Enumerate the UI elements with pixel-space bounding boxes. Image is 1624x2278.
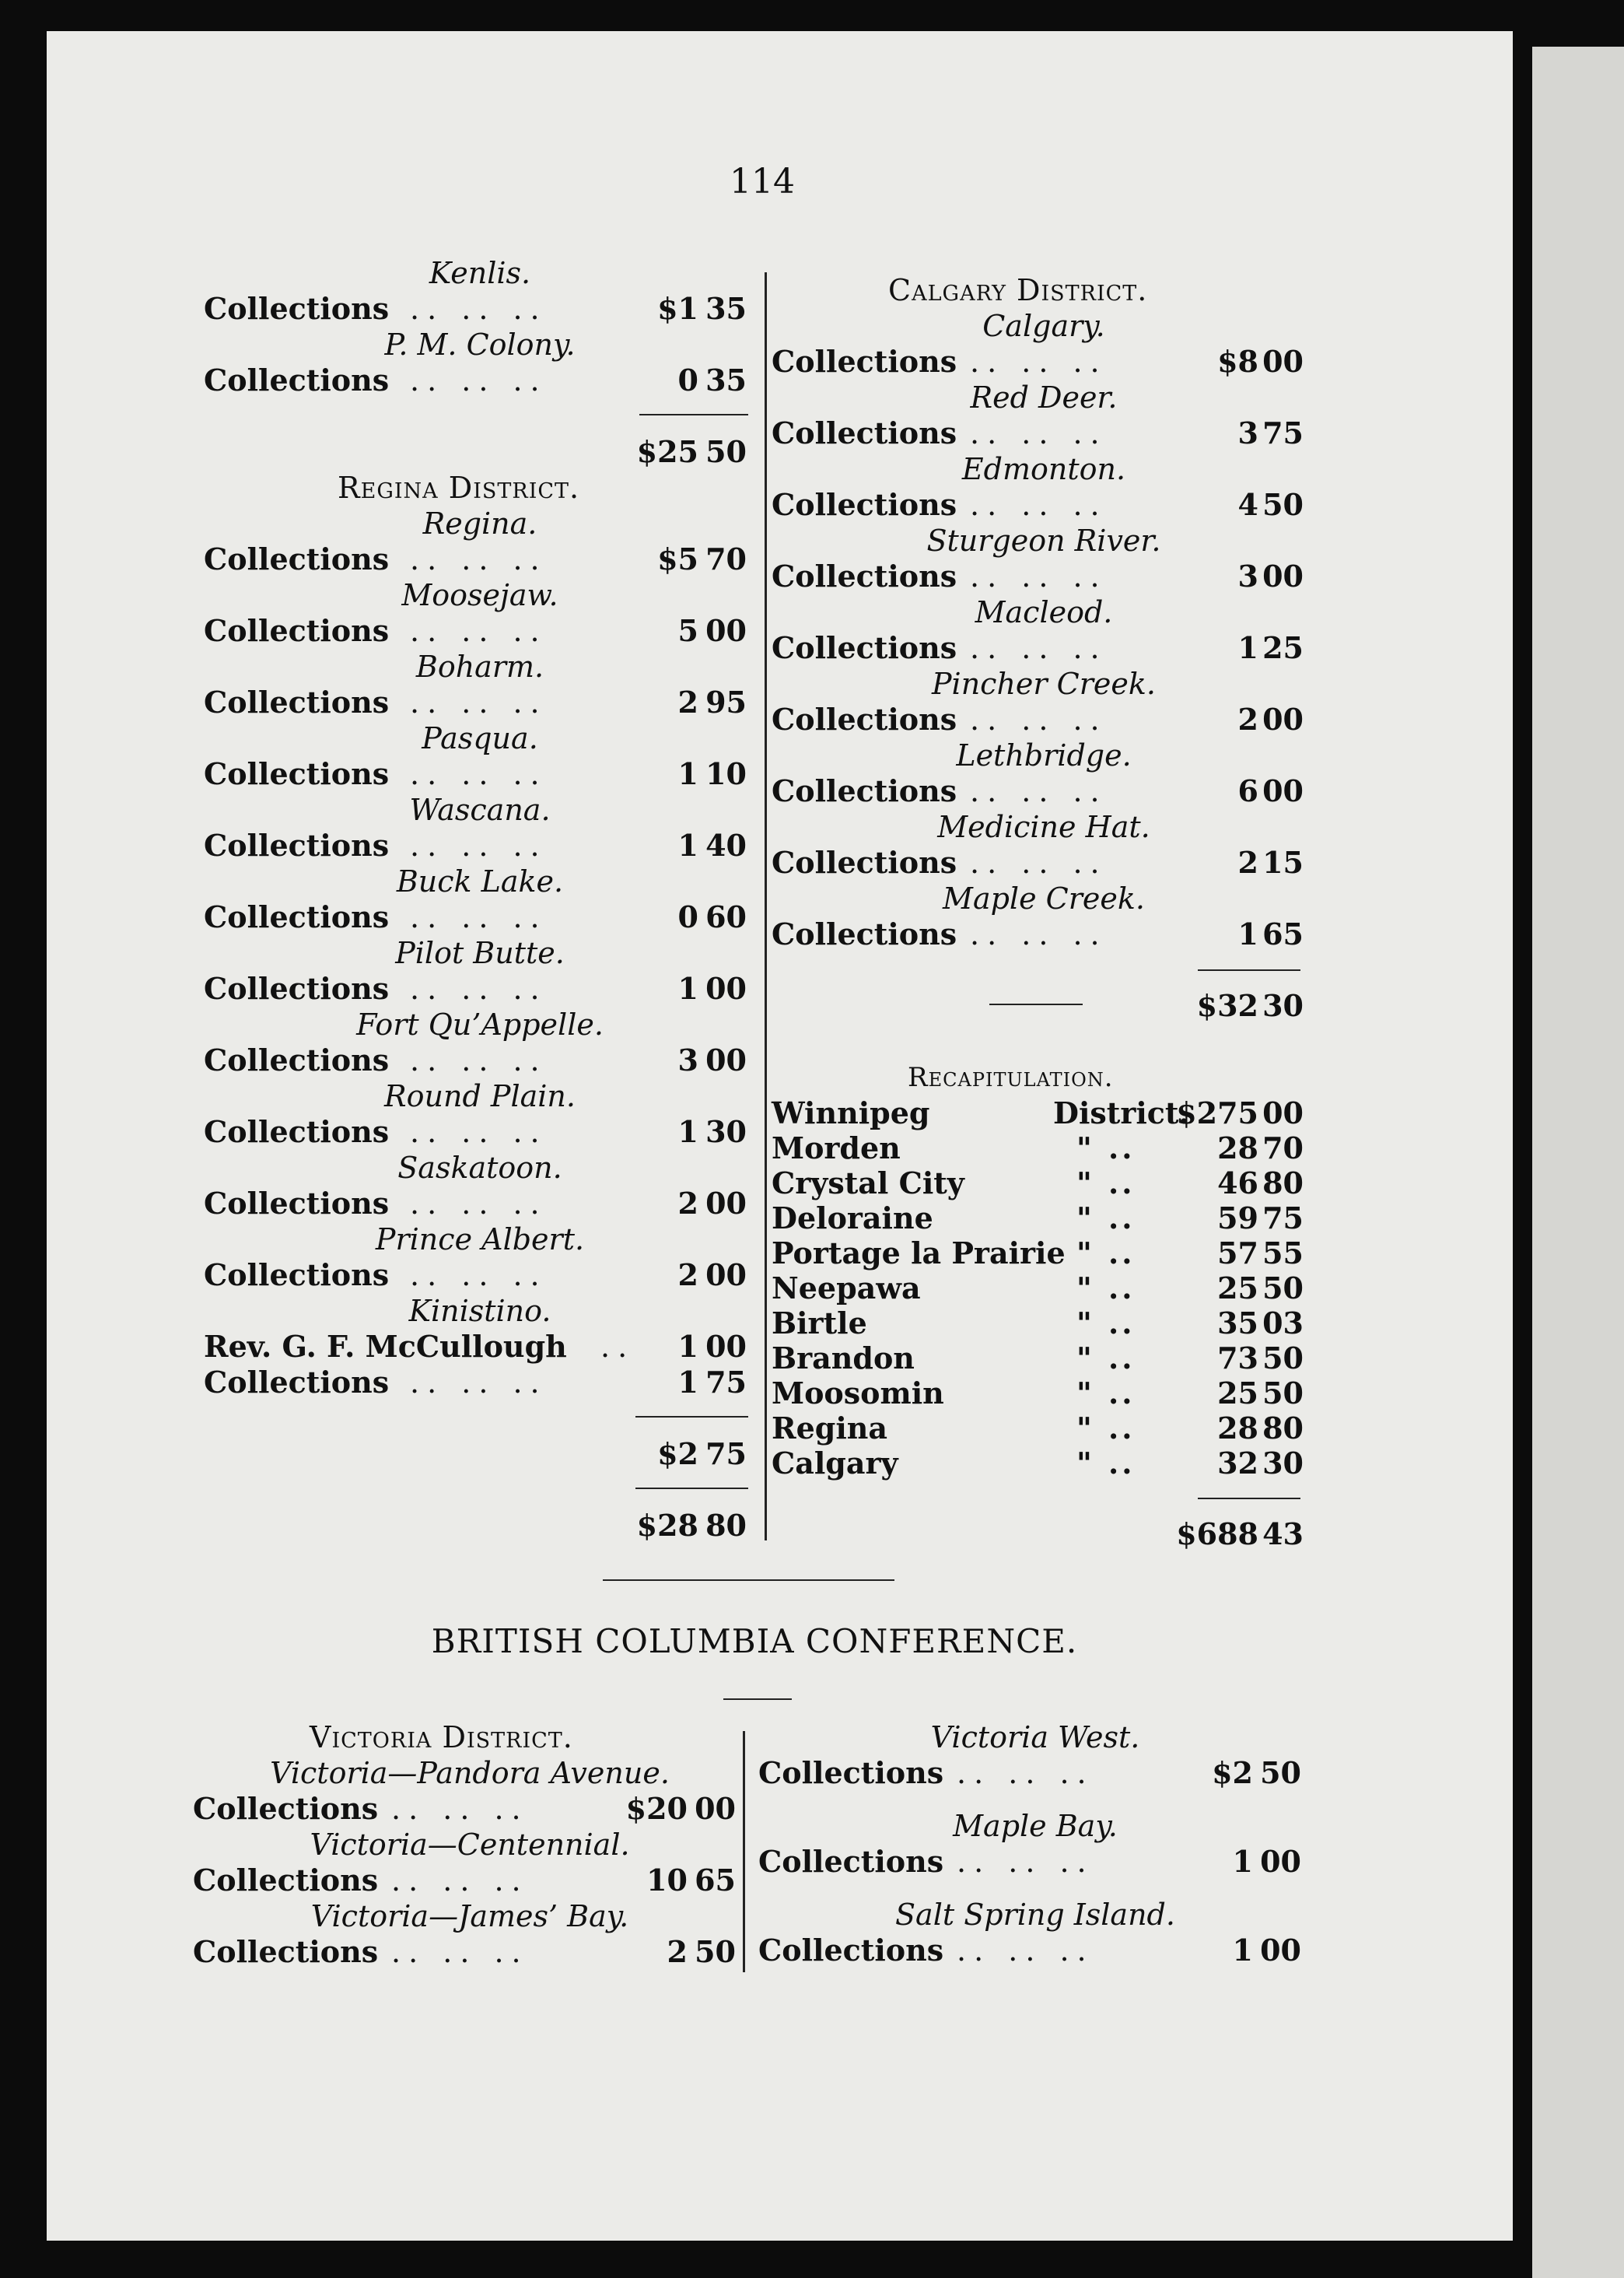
entry-label: Collections bbox=[204, 1257, 390, 1292]
recap-cents: 70 bbox=[1262, 1130, 1304, 1165]
entry-macleod bbox=[772, 630, 1316, 666]
recap-ditto: " .. bbox=[1076, 1270, 1136, 1305]
amount-cents: 00 bbox=[705, 1329, 747, 1364]
entry-pilot-butte bbox=[204, 971, 756, 1007]
recap-name: Morden bbox=[772, 1130, 901, 1165]
column-divider bbox=[765, 272, 767, 1540]
total-dollars: $25 bbox=[636, 434, 698, 469]
calgary-rule-row bbox=[772, 952, 1316, 988]
entry-kinistino-collections bbox=[204, 1365, 756, 1400]
entry-victoria-west bbox=[758, 1755, 1312, 1791]
amount-cents: 00 bbox=[1262, 559, 1304, 594]
recap-cents: 55 bbox=[1262, 1235, 1304, 1270]
entry-boharm bbox=[204, 685, 756, 720]
amount-dollars: 1 bbox=[677, 1329, 698, 1364]
amount-dollars: 3 bbox=[1237, 415, 1258, 450]
place-heading-moosejaw: Moosejaw. bbox=[401, 578, 558, 612]
amount-dollars: 6 bbox=[1237, 773, 1258, 808]
regina-entries bbox=[204, 506, 756, 1293]
place-heading-victoria-pandora-avenue: Victoria—Pandora Avenue. bbox=[270, 1756, 670, 1790]
recap-name: Winnipeg bbox=[772, 1095, 930, 1130]
recap-row-morden bbox=[772, 1130, 1316, 1165]
leader-dots: .. .. .. bbox=[391, 1792, 529, 1826]
recap-cents: 75 bbox=[1262, 1200, 1304, 1235]
left-column bbox=[204, 255, 756, 1544]
entry-label: Collections bbox=[193, 1791, 379, 1826]
recap-row-calgary bbox=[772, 1446, 1316, 1481]
amount-dollars: $2 bbox=[1212, 1755, 1253, 1790]
amount-dollars: 0 bbox=[677, 363, 698, 398]
amount-dollars: 4 bbox=[1237, 487, 1258, 522]
recap-dollars: 46 bbox=[1217, 1165, 1258, 1200]
recap-ditto: " .. bbox=[1076, 1376, 1136, 1411]
sum-rule bbox=[1198, 1498, 1300, 1499]
entry-label: Collections bbox=[204, 363, 390, 398]
place-heading-sturgeon-river: Sturgeon River. bbox=[926, 524, 1161, 558]
recap-name: Crystal City bbox=[772, 1165, 964, 1200]
amount-cents: 00 bbox=[1260, 1933, 1301, 1968]
recap-cents: 03 bbox=[1262, 1305, 1304, 1341]
total-dollars: $32 bbox=[1196, 988, 1258, 1023]
leader-dots: .. .. .. bbox=[391, 1935, 529, 1969]
subtotal-rule-row bbox=[204, 1400, 756, 1436]
amount-dollars: 1 bbox=[677, 971, 698, 1006]
amount-dollars: 1 bbox=[1237, 916, 1258, 952]
amount-cents: 00 bbox=[1262, 344, 1304, 379]
total-cents: 43 bbox=[1262, 1516, 1304, 1551]
entry-calgary bbox=[772, 344, 1316, 380]
amount-cents: 40 bbox=[705, 828, 747, 863]
section-rule bbox=[989, 1004, 1083, 1005]
entry-victoria-centennial bbox=[193, 1863, 747, 1898]
recap-name: Portage la Prairie bbox=[772, 1235, 1066, 1270]
entry-pasqua bbox=[204, 756, 756, 792]
amount-cents: 00 bbox=[1262, 702, 1304, 737]
right-column bbox=[772, 272, 1316, 1552]
entry-label: Collections bbox=[772, 702, 957, 737]
leader-dots: .. .. .. bbox=[970, 416, 1108, 450]
amount-dollars: 2 bbox=[667, 1934, 688, 1969]
place-heading-victoria-james-bay: Victoria—James’ Bay. bbox=[310, 1899, 629, 1933]
entry-label: Collections bbox=[772, 845, 957, 880]
entry-victoria-james-bay bbox=[193, 1934, 747, 1970]
regina-district-total bbox=[204, 1508, 756, 1544]
amount-cents: 00 bbox=[705, 971, 747, 1006]
place-heading-maple-creek: Maple Creek. bbox=[943, 881, 1145, 916]
leader-dots: .. .. .. bbox=[410, 614, 548, 648]
leader-dots: .. bbox=[600, 1330, 635, 1364]
district-heading-calgary: Calgary District. bbox=[888, 273, 1148, 307]
leader-dots: .. .. .. bbox=[957, 1933, 1094, 1968]
recap-cents: 50 bbox=[1262, 1376, 1304, 1411]
amount-dollars: 2 bbox=[1237, 702, 1258, 737]
leader-dots: .. .. .. bbox=[410, 1115, 548, 1149]
amount-cents: 70 bbox=[705, 541, 747, 577]
amount-dollars: 2 bbox=[677, 685, 698, 720]
amount-dollars: 3 bbox=[1237, 559, 1258, 594]
recap-row-deloraine bbox=[772, 1200, 1316, 1235]
amount-dollars: $20 bbox=[625, 1791, 688, 1826]
leader-dots: .. .. .. bbox=[410, 685, 548, 720]
place-heading-kenlis: Kenlis. bbox=[429, 256, 531, 290]
kinistino-subtotal bbox=[204, 1436, 756, 1472]
amount-cents: 60 bbox=[705, 899, 747, 934]
place-heading-buck-lake: Buck Lake. bbox=[396, 864, 564, 899]
amount-cents: 15 bbox=[1262, 845, 1304, 880]
recap-total bbox=[772, 1516, 1316, 1552]
amount-cents: 50 bbox=[1262, 487, 1304, 522]
leader-dots: .. .. .. bbox=[410, 542, 548, 577]
recap-ditto: " .. bbox=[1076, 1411, 1136, 1446]
recap-dollars: 57 bbox=[1217, 1235, 1258, 1270]
leader-dots: .. .. .. bbox=[970, 631, 1108, 665]
recap-ditto: " .. bbox=[1076, 1341, 1136, 1376]
leader-dots: .. .. .. bbox=[957, 1845, 1094, 1879]
subtotal-cents: 75 bbox=[705, 1436, 747, 1471]
recap-name: Regina bbox=[772, 1411, 888, 1446]
amount-cents: 50 bbox=[695, 1934, 736, 1969]
recap-name: Birtle bbox=[772, 1305, 867, 1341]
bc-left-column bbox=[193, 1719, 747, 1970]
entry-lethbridge bbox=[772, 773, 1316, 809]
entry-label: Collections bbox=[204, 1043, 390, 1078]
entry-label: Collections bbox=[758, 1755, 944, 1790]
place-heading-pasqua: Pasqua. bbox=[422, 721, 538, 755]
sum-rule bbox=[635, 1416, 748, 1418]
bc-right-column bbox=[758, 1719, 1312, 1968]
place-heading-macleod: Macleod. bbox=[975, 595, 1113, 629]
entry-label: Collections bbox=[204, 756, 390, 791]
entry-maple-creek bbox=[772, 916, 1316, 952]
entry-victoria-pandora-avenue bbox=[193, 1791, 747, 1827]
total-cents: 80 bbox=[705, 1508, 747, 1543]
entry-regina bbox=[204, 541, 756, 577]
place-heading-saskatoon: Saskatoon. bbox=[397, 1151, 562, 1185]
entry-label: Collections bbox=[193, 1934, 379, 1969]
place-heading-salt-spring-island: Salt Spring Island. bbox=[895, 1898, 1175, 1932]
entry-salt-spring-island bbox=[758, 1933, 1312, 1968]
recap-dollars: $275 bbox=[1176, 1095, 1258, 1130]
leader-dots: .. .. .. bbox=[410, 1365, 548, 1400]
recap-row-brandon bbox=[772, 1341, 1316, 1376]
place-heading-pm-colony: P. M. Colony. bbox=[384, 328, 576, 362]
amount-dollars: 2 bbox=[1237, 845, 1258, 880]
page-number: 114 bbox=[730, 162, 795, 202]
recap-dollars: 59 bbox=[1217, 1200, 1258, 1235]
entry-label: Collections bbox=[772, 630, 957, 665]
leader-dots: .. .. .. bbox=[410, 900, 548, 934]
entry-prince-albert bbox=[204, 1257, 756, 1293]
entry-label: Collections bbox=[204, 1186, 390, 1221]
place-heading-edmonton: Edmonton. bbox=[961, 452, 1126, 486]
place-heading-regina: Regina. bbox=[422, 506, 537, 541]
entry-wascana bbox=[204, 828, 756, 864]
entry-label: Collections bbox=[772, 559, 957, 594]
recap-cents: 00 bbox=[1262, 1095, 1304, 1130]
amount-dollars: 10 bbox=[646, 1863, 688, 1898]
recap-cents: 80 bbox=[1262, 1411, 1304, 1446]
total-rule-row bbox=[204, 1472, 756, 1508]
entry-red-deer bbox=[772, 415, 1316, 451]
amount-cents: 25 bbox=[1262, 630, 1304, 665]
entry-moosejaw bbox=[204, 613, 756, 649]
amount-dollars: 0 bbox=[677, 899, 698, 934]
recap-ditto: " .. bbox=[1076, 1305, 1136, 1341]
entry-label: Collections bbox=[758, 1933, 944, 1968]
leader-dots: .. .. .. bbox=[391, 1863, 529, 1898]
recap-ditto: " .. bbox=[1076, 1165, 1136, 1200]
entry-label: Rev. G. F. McCullough bbox=[204, 1329, 567, 1364]
amount-dollars: 1 bbox=[677, 1114, 698, 1149]
entry-saskatoon bbox=[204, 1186, 756, 1221]
recap-name: Deloraine bbox=[772, 1200, 933, 1235]
calgary-entries bbox=[772, 308, 1316, 952]
place-heading-wascana: Wascana. bbox=[409, 793, 551, 827]
amount-dollars: 1 bbox=[1237, 630, 1258, 665]
section-divider bbox=[603, 1579, 894, 1581]
entry-edmonton bbox=[772, 487, 1316, 523]
entry-maple-bay bbox=[758, 1844, 1312, 1880]
leader-dots: .. .. .. bbox=[410, 829, 548, 863]
total-cents: 50 bbox=[705, 434, 747, 469]
bc-right-entries bbox=[758, 1719, 1312, 1968]
entry-kinistino-rev bbox=[204, 1329, 756, 1365]
amount-dollars: 1 bbox=[677, 828, 698, 863]
place-heading-boharm: Boharm. bbox=[415, 650, 544, 684]
recap-ditto: District. bbox=[1053, 1095, 1189, 1130]
amount-cents: 65 bbox=[1262, 916, 1304, 952]
leader-dots: .. .. .. bbox=[410, 363, 548, 398]
amount-cents: 75 bbox=[705, 1365, 747, 1400]
entry-label: Collections bbox=[772, 415, 957, 450]
amount-dollars: 1 bbox=[677, 1365, 698, 1400]
place-heading-red-deer: Red Deer. bbox=[970, 380, 1118, 415]
subtotal-row bbox=[204, 398, 756, 434]
total-dollars: $28 bbox=[636, 1508, 698, 1543]
recap-row-crystal-city bbox=[772, 1165, 1316, 1200]
recap-name: Moosomin bbox=[772, 1376, 944, 1411]
amount-dollars: 1 bbox=[1232, 1933, 1253, 1968]
leader-dots: .. .. .. bbox=[970, 488, 1108, 522]
entry-buck-lake bbox=[204, 899, 756, 935]
amount-cents: 35 bbox=[705, 363, 747, 398]
district-heading-victoria: Victoria District. bbox=[310, 1720, 573, 1754]
place-heading-pilot-butte: Pilot Butte. bbox=[395, 936, 565, 970]
recap-cents: 80 bbox=[1262, 1165, 1304, 1200]
amount-cents: 00 bbox=[705, 1043, 747, 1078]
entry-label: Collections bbox=[772, 916, 957, 952]
place-heading-kinistino: Kinistino. bbox=[408, 1294, 551, 1328]
recap-row-winnipeg bbox=[772, 1095, 1316, 1130]
district-heading-regina: Regina District. bbox=[338, 471, 580, 505]
recap-ditto: " .. bbox=[1076, 1200, 1136, 1235]
recap-dollars: 28 bbox=[1217, 1411, 1258, 1446]
entry-medicine-hat bbox=[772, 845, 1316, 881]
amount-cents: 50 bbox=[1260, 1755, 1301, 1790]
entry-label: Collections bbox=[193, 1863, 379, 1898]
leader-dots: .. .. .. bbox=[410, 1186, 548, 1221]
leader-dots: .. .. .. bbox=[970, 846, 1108, 880]
subtotal-dollars: $2 bbox=[657, 1436, 698, 1471]
amount-dollars: 2 bbox=[677, 1257, 698, 1292]
victoria-entries bbox=[193, 1755, 747, 1970]
recap-row-regina bbox=[772, 1411, 1316, 1446]
recap-name: Brandon bbox=[772, 1341, 915, 1376]
place-heading-calgary: Calgary. bbox=[982, 309, 1105, 343]
conference-heading: BRITISH COLUMBIA CONFERENCE. bbox=[431, 1622, 1078, 1660]
place-heading-round-plain: Round Plain. bbox=[384, 1079, 576, 1113]
entry-kenlis bbox=[204, 291, 756, 327]
amount-cents: 00 bbox=[705, 613, 747, 648]
amount-dollars: 3 bbox=[677, 1043, 698, 1078]
recap-dollars: 73 bbox=[1217, 1341, 1258, 1376]
recapitulation-list bbox=[772, 1095, 1316, 1481]
bc-column-divider bbox=[743, 1731, 745, 1972]
amount-dollars: 5 bbox=[677, 613, 698, 648]
entry-label: Collections bbox=[204, 541, 390, 577]
calgary-total bbox=[772, 988, 1316, 1024]
sum-rule bbox=[1198, 969, 1300, 971]
total-cents: 30 bbox=[1262, 988, 1304, 1023]
amount-cents: 35 bbox=[705, 291, 747, 326]
entry-fort-qu-appelle bbox=[204, 1043, 756, 1078]
leader-dots: .. .. .. bbox=[970, 917, 1108, 952]
recap-ditto: " .. bbox=[1076, 1446, 1136, 1481]
amount-dollars: 1 bbox=[677, 756, 698, 791]
recap-ditto: " .. bbox=[1076, 1130, 1136, 1165]
amount-cents: 00 bbox=[705, 1257, 747, 1292]
amount-cents: 00 bbox=[705, 1186, 747, 1221]
recap-dollars: 25 bbox=[1217, 1376, 1258, 1411]
place-heading-lethbridge: Lethbridge. bbox=[956, 738, 1132, 773]
recap-dollars: 28 bbox=[1217, 1130, 1258, 1165]
entry-label: Collections bbox=[772, 487, 957, 522]
leader-dots: .. .. .. bbox=[410, 972, 548, 1006]
leader-dots: .. .. .. bbox=[410, 1258, 548, 1292]
place-heading-fort-qu-appelle: Fort Qu’Appelle. bbox=[356, 1008, 604, 1042]
entry-label: Collections bbox=[204, 291, 390, 326]
amount-dollars: $8 bbox=[1217, 344, 1258, 379]
place-heading-victoria-west: Victoria West. bbox=[930, 1720, 1140, 1754]
recap-name: Neepawa bbox=[772, 1270, 921, 1305]
entry-pm-colony bbox=[204, 363, 756, 398]
leader-dots: .. .. .. bbox=[410, 1043, 548, 1078]
amount-cents: 00 bbox=[1262, 773, 1304, 808]
amount-dollars: 2 bbox=[677, 1186, 698, 1221]
amount-cents: 30 bbox=[705, 1114, 747, 1149]
leader-dots: .. .. .. bbox=[970, 703, 1108, 737]
amount-cents: 00 bbox=[695, 1791, 736, 1826]
entry-label: Collections bbox=[772, 773, 957, 808]
recapitulation-heading: Recapitulation. bbox=[908, 1062, 1114, 1093]
amount-cents: 65 bbox=[695, 1863, 736, 1898]
entry-label: Collections bbox=[204, 1114, 390, 1149]
entry-label: Collections bbox=[204, 613, 390, 648]
recap-row-portage-la-prairie bbox=[772, 1235, 1316, 1270]
total-dollars: $688 bbox=[1176, 1516, 1258, 1551]
entry-label: Collections bbox=[204, 971, 390, 1006]
recap-name: Calgary bbox=[772, 1446, 898, 1481]
amount-cents: 95 bbox=[705, 685, 747, 720]
sum-rule bbox=[635, 1488, 748, 1489]
recap-row-neepawa bbox=[772, 1270, 1316, 1305]
recap-row-moosomin bbox=[772, 1376, 1316, 1411]
place-heading-medicine-hat: Medicine Hat. bbox=[937, 810, 1150, 844]
sum-rule bbox=[639, 414, 748, 415]
entry-label: Collections bbox=[204, 685, 390, 720]
entry-label: Collections bbox=[772, 344, 957, 379]
leader-dots: .. .. .. bbox=[410, 292, 548, 326]
amount-cents: 75 bbox=[1262, 415, 1304, 450]
entry-round-plain bbox=[204, 1114, 756, 1150]
leader-dots: .. .. .. bbox=[970, 774, 1108, 808]
place-heading-prince-albert: Prince Albert. bbox=[375, 1222, 585, 1256]
leader-dots: .. .. .. bbox=[970, 559, 1108, 594]
carried-total bbox=[204, 434, 756, 470]
recap-cents: 30 bbox=[1262, 1446, 1304, 1481]
recap-rule-row bbox=[772, 1481, 1316, 1516]
amount-cents: 00 bbox=[1260, 1844, 1301, 1879]
recap-row-birtle bbox=[772, 1305, 1316, 1341]
recap-cents: 50 bbox=[1262, 1341, 1304, 1376]
recap-dollars: 35 bbox=[1217, 1305, 1258, 1341]
place-heading-maple-bay: Maple Bay. bbox=[953, 1809, 1118, 1843]
heading-dash bbox=[723, 1698, 792, 1700]
entry-sturgeon-river bbox=[772, 559, 1316, 594]
entry-label: Collections bbox=[204, 1365, 390, 1400]
amount-dollars: 1 bbox=[1232, 1844, 1253, 1879]
amount-cents: 10 bbox=[705, 756, 747, 791]
recap-ditto: " .. bbox=[1076, 1235, 1136, 1270]
place-heading-pincher-creek: Pincher Creek. bbox=[931, 667, 1156, 701]
leader-dots: .. .. .. bbox=[970, 345, 1108, 379]
entry-label: Collections bbox=[204, 899, 390, 934]
amount-dollars: $1 bbox=[657, 291, 698, 326]
amount-dollars: $5 bbox=[657, 541, 698, 577]
recap-cents: 50 bbox=[1262, 1270, 1304, 1305]
leader-dots: .. .. .. bbox=[410, 757, 548, 791]
entry-label: Collections bbox=[204, 828, 390, 863]
place-heading-victoria-centennial: Victoria—Centennial. bbox=[310, 1828, 630, 1862]
entry-pincher-creek bbox=[772, 702, 1316, 738]
leader-dots: .. .. .. bbox=[957, 1756, 1094, 1790]
recap-dollars: 25 bbox=[1217, 1270, 1258, 1305]
recap-dollars: 32 bbox=[1217, 1446, 1258, 1481]
entry-label: Collections bbox=[758, 1844, 944, 1879]
